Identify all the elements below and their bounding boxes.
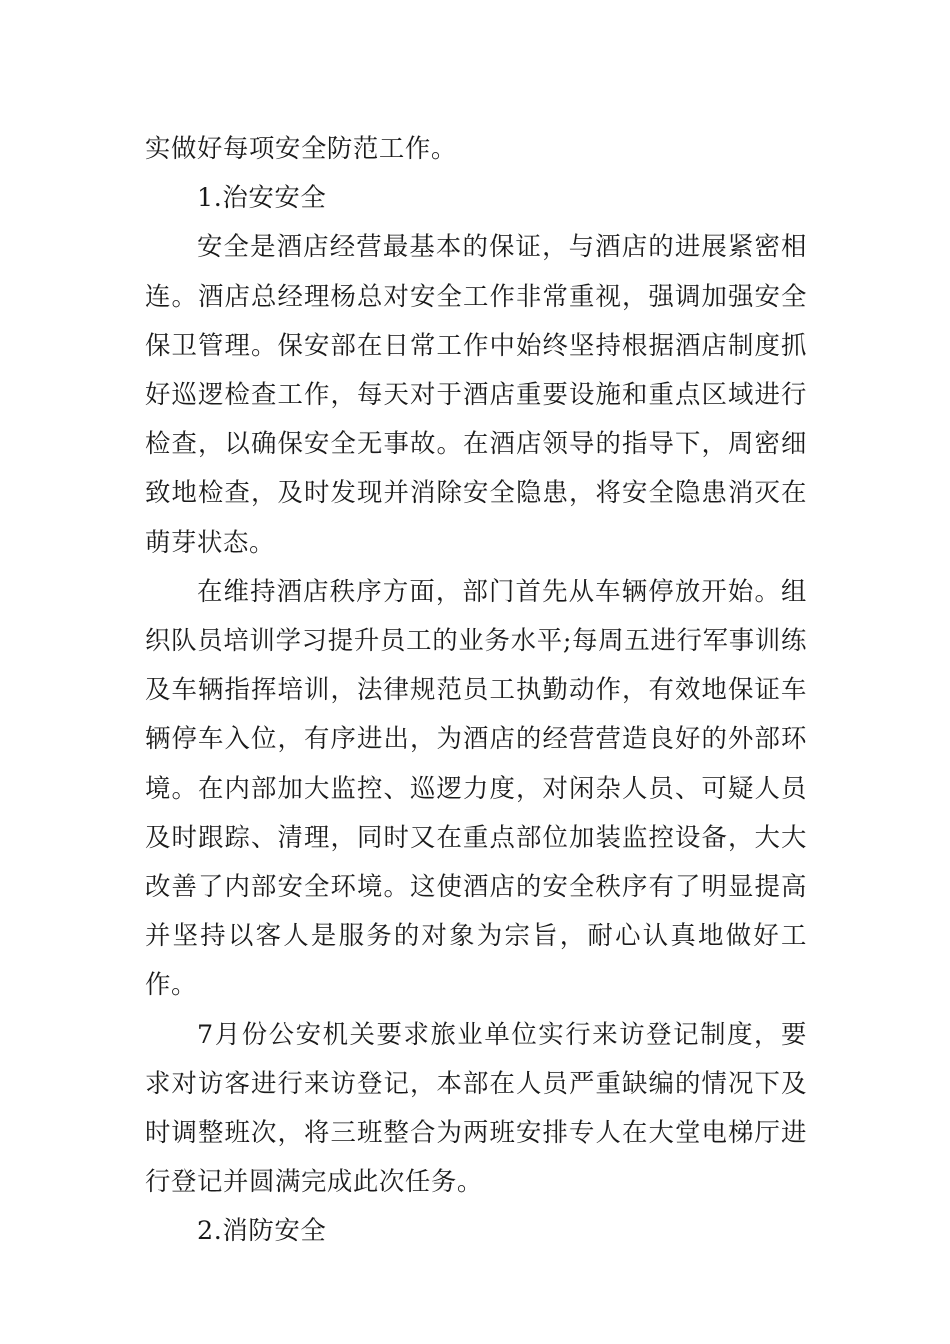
- section-heading-fire-safety: 2.消防安全: [197, 1215, 327, 1246]
- paragraph-security-importance: 安全是酒店经营最基本的保证，与酒店的进展紧密相连。酒店总经理杨总对安全工作非常重视，强调加强安全保卫管理。保安部在日常工作中始终坚持根据酒店制度抓好巡逻检查工作，每天对于酒店重要设施和重点区域进行检查，以确保安全无事故。在酒店领导的指导下，周密细致地检查，及时发现并消除安全隐患，将安全隐患消灭在萌芽状态。: [145, 231, 807, 557]
- paragraph-visitor-registration: 7月份公安机关要求旅业单位实行来访登记制度，要求对访客进行来访登记，本部在人员严重缺编的情况下及时调整班次，将三班整合为两班安排专人在大堂电梯厅进行登记并圆满完成此次任务。: [145, 1018, 807, 1197]
- section-heading-public-security: 1.治安安全: [197, 182, 327, 213]
- paragraph-order-maintenance: 在维持酒店秩序方面，部门首先从车辆停放开始。组织队员培训学习提升员工的业务水平;每周五进行军事训练及车辆指挥培训，法律规范员工执勤动作，有效地保证车辆停车入位，有序进出，为酒店的经营营造良好的外部环境。在内部加大监控、巡逻力度，对闲杂人员、可疑人员及时跟踪、清理，同时又在重点部位加装监控设备，大大改善了内部安全环境。这使酒店的安全秩序有了明显提高并坚持以客人是服务的对象为宗旨，耐心认真地做好工作。: [145, 575, 807, 1000]
- paragraph-continuation: 实做好每项安全防范工作。: [145, 133, 457, 163]
- document-body: [145, 124, 807, 1256]
